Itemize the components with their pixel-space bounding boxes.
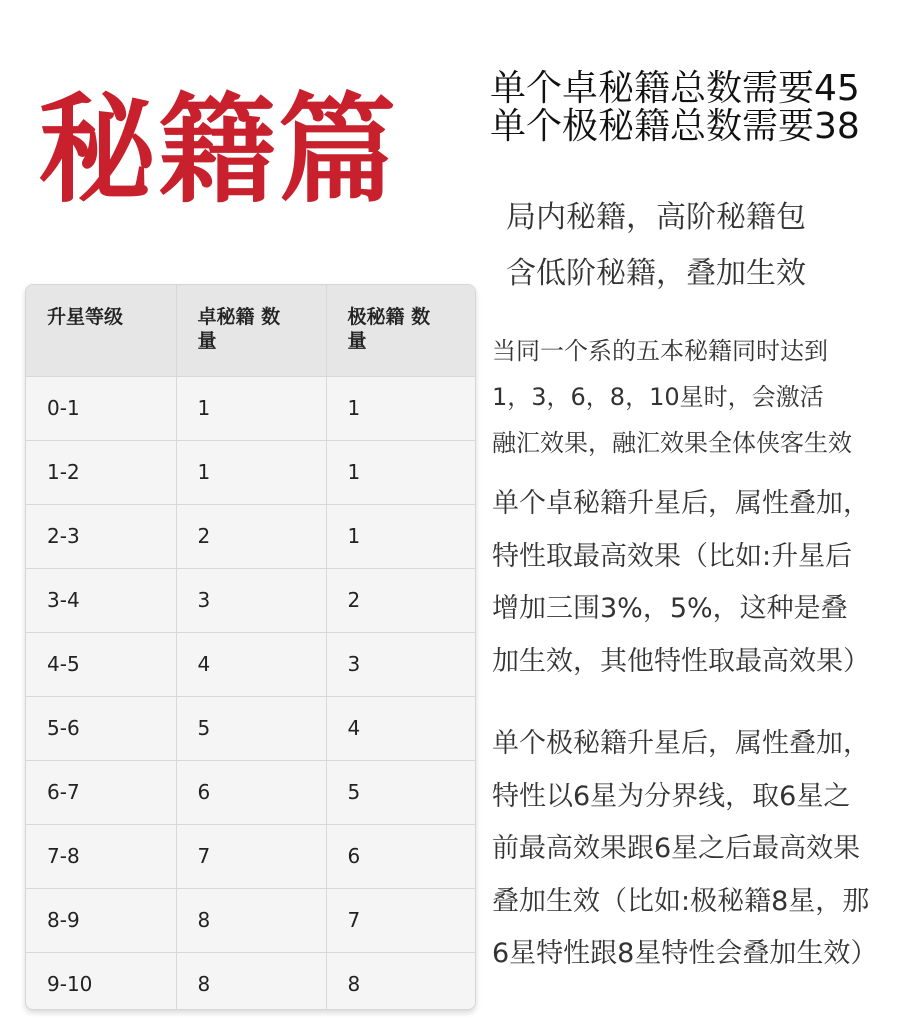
ji-upgrade-line: 叠加生效（比如:极秘籍8星，那 (492, 885, 870, 917)
cell-ji-count: 6 (326, 824, 475, 888)
table-row (26, 376, 475, 440)
cell-ji-count: 7 (326, 888, 475, 952)
zhuo-total-text: 单个卓秘籍总数需要45 (490, 68, 860, 109)
page-title: 秘籍篇 (38, 81, 399, 219)
cell-level: 8-9 (26, 888, 176, 952)
table-row (26, 824, 475, 888)
ji-upgrade-line: 特性以6星为分界线，取6星之 (492, 780, 851, 812)
upgrade-table-container (25, 284, 476, 1010)
intro-note (506, 190, 806, 302)
cell-zhuo-count: 1 (176, 376, 326, 440)
fusion-line: 1，3，6，8，10星时，会激活 (492, 383, 824, 411)
cell-zhuo-count: 7 (176, 824, 326, 888)
cell-level: 3-4 (26, 568, 176, 632)
ji-upgrade-note (492, 718, 877, 981)
fusion-line: 融汇效果，融汇效果全体侠客生效 (492, 429, 852, 457)
cell-zhuo-count: 6 (176, 760, 326, 824)
ji-upgrade-line: 6星特性跟8星特性会叠加生效） (492, 938, 878, 969)
cell-ji-count: 1 (326, 440, 475, 504)
fusion-line: 当同一个系的五本秘籍同时达到 (492, 337, 828, 365)
ji-upgrade-line: 单个极秘籍升星后，属性叠加， (492, 728, 870, 759)
table-row (26, 504, 475, 568)
cell-level: 7-8 (26, 824, 176, 888)
cell-ji-count: 1 (326, 504, 475, 568)
cell-level: 4-5 (26, 632, 176, 696)
cell-zhuo-count: 5 (176, 696, 326, 760)
zhuo-upgrade-line: 加生效，其他特性取最高效果） (492, 645, 870, 677)
cell-ji-count: 8 (326, 952, 475, 1010)
cell-zhuo-count: 1 (176, 440, 326, 504)
cell-ji-count: 1 (326, 376, 475, 440)
fusion-note (492, 328, 852, 466)
zhuo-upgrade-line: 特性取最高效果（比如:升星后 (492, 540, 853, 572)
cell-ji-count: 4 (326, 696, 475, 760)
zhuo-upgrade-line: 单个卓秘籍升星后，属性叠加， (492, 488, 870, 519)
header-ji-label: 极秘籍 数量 (347, 306, 431, 352)
zhuo-upgrade-note (492, 478, 870, 688)
table-row (26, 760, 475, 824)
cell-zhuo-count: 3 (176, 568, 326, 632)
cell-ji-count: 3 (326, 632, 475, 696)
table-row (26, 888, 475, 952)
ji-upgrade-line: 前最高效果跟6星之后最高效果 (492, 833, 861, 864)
cell-zhuo-count: 4 (176, 632, 326, 696)
zhuo-upgrade-line: 增加三围3%，5%，这种是叠 (492, 593, 848, 624)
table-row (26, 440, 475, 504)
intro-line: 含低阶秘籍，叠加生效 (506, 256, 806, 291)
table-row (26, 632, 475, 696)
totals-summary (490, 70, 860, 146)
cell-ji-count: 2 (326, 568, 475, 632)
cell-level: 2-3 (26, 504, 176, 568)
header-zhuo-count (176, 285, 326, 376)
cell-zhuo-count: 2 (176, 504, 326, 568)
cell-level: 5-6 (26, 696, 176, 760)
header-ji-count (326, 285, 475, 376)
cell-zhuo-count: 8 (176, 952, 326, 1010)
table-row (26, 696, 475, 760)
header-level: 升星等级 (26, 285, 176, 376)
cell-level: 9-10 (26, 952, 176, 1010)
intro-line: 局内秘籍，高阶秘籍包 (506, 200, 806, 235)
table-row (26, 952, 475, 1010)
cell-level: 0-1 (26, 376, 176, 440)
cell-level: 1-2 (26, 440, 176, 504)
header-zhuo-label: 卓秘籍 数量 (197, 306, 281, 352)
cell-zhuo-count: 8 (176, 888, 326, 952)
table-row (26, 568, 475, 632)
cell-level: 6-7 (26, 760, 176, 824)
table-header-row (26, 285, 475, 376)
upgrade-table (26, 285, 475, 1010)
cell-ji-count: 5 (326, 760, 475, 824)
ji-total-text: 单个极秘籍总数需要38 (490, 106, 860, 147)
